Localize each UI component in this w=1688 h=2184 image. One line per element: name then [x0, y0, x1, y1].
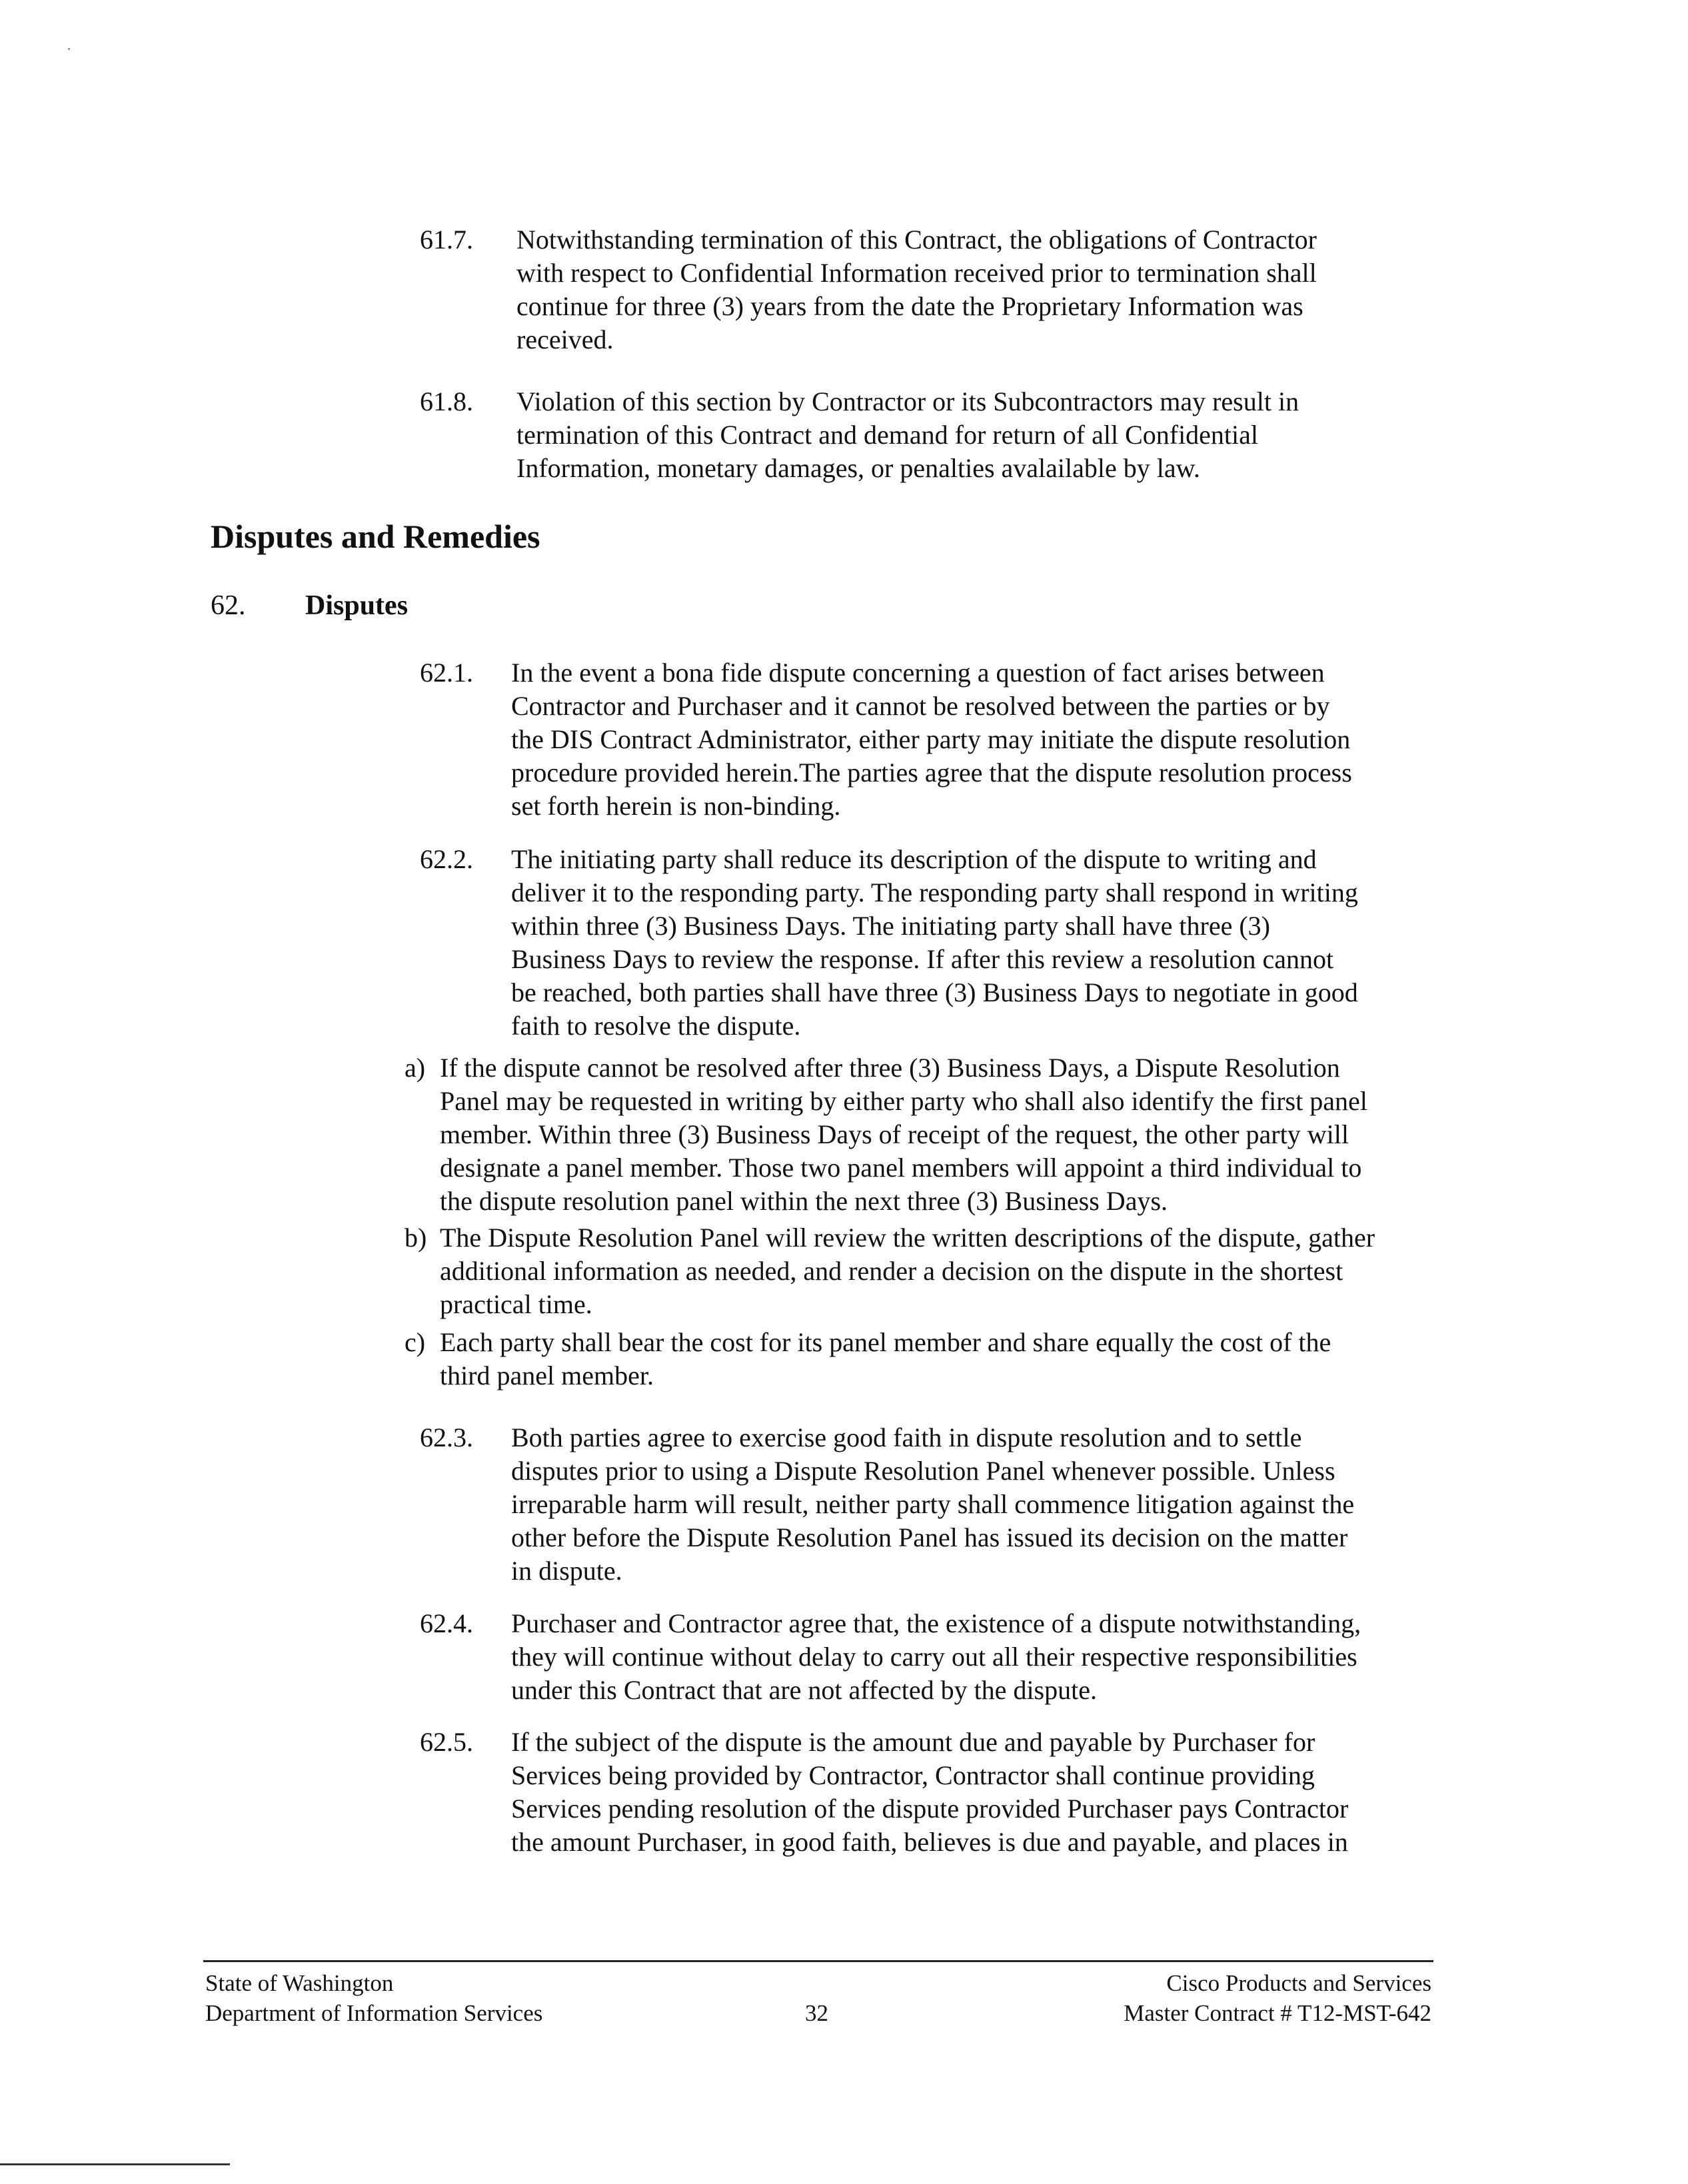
clause-text	[511, 1421, 1354, 1588]
text-line: Panel may be requested in writing by either party who shall also identify the first panel	[440, 1086, 1367, 1116]
clause-heading-number: 62.	[211, 590, 246, 621]
bottom-edge-mark	[0, 2163, 230, 2165]
clause-number: 62.2.	[420, 844, 473, 874]
text-line: under this Contract that are not affected by the dispute.	[511, 1675, 1097, 1705]
text-line: be reached, both parties shall have three (3) Business Days to negotiate in good	[511, 977, 1358, 1007]
text-line: Business Days to review the response. If after this review a resolution cannot	[511, 944, 1334, 974]
footer-left-line-2: Department of Information Services	[205, 2000, 543, 2026]
text-line: designate a panel member. Those two panel members will appoint a third individual to	[440, 1153, 1362, 1183]
footer-rule	[203, 1960, 1433, 1962]
clause-text	[516, 385, 1299, 485]
clause-text	[511, 656, 1352, 823]
text-line: the dispute resolution panel within the next three (3) Business Days.	[440, 1186, 1168, 1216]
text-line: Services pending resolution of the dispute provided Purchaser pays Contractor	[511, 1794, 1349, 1824]
text-line: in dispute.	[511, 1556, 622, 1586]
text-line: faith to resolve the dispute.	[511, 1011, 801, 1041]
text-line: they will continue without delay to carry out all their respective responsibilities	[511, 1642, 1357, 1672]
sub-item-marker: b)	[405, 1223, 427, 1253]
text-line: disputes prior to using a Dispute Resolution Panel whenever possible. Unless	[511, 1456, 1335, 1486]
text-line: third panel member.	[440, 1361, 654, 1390]
text-line: Notwithstanding termination of this Contract, the obligations of Contractor	[516, 225, 1317, 255]
text-line: continue for three (3) years from the date the Proprietary Information was	[516, 291, 1303, 321]
text-line: Purchaser and Contractor agree that, the existence of a dispute notwithstanding,	[511, 1608, 1361, 1638]
clause-number: 61.7.	[420, 225, 473, 255]
text-line: deliver it to the responding party. The responding party shall respond in writing	[511, 877, 1358, 907]
clause-number: 62.3.	[420, 1422, 473, 1452]
clause-number: 62.4.	[420, 1608, 473, 1638]
text-line: termination of this Contract and demand for return of all Confidential	[516, 420, 1259, 450]
text-line: If the subject of the dispute is the amount due and payable by Purchaser for	[511, 1727, 1315, 1757]
text-line: In the event a bona fide dispute concerning a question of fact arises between	[511, 658, 1325, 688]
clause-text	[511, 1726, 1348, 1859]
sub-item-text	[440, 1221, 1375, 1321]
text-line: Violation of this section by Contractor or its Subcontractors may result in	[516, 386, 1299, 416]
clause-number: 62.5.	[420, 1727, 473, 1757]
text-line: If the dispute cannot be resolved after three (3) Business Days, a Dispute Resolution	[440, 1053, 1340, 1083]
text-line: received.	[516, 324, 614, 354]
footer-right-line-1: Cisco Products and Services	[1166, 1970, 1431, 1996]
text-line: Contractor and Purchaser and it cannot be resolved between the parties or by	[511, 691, 1330, 721]
sub-item-marker: a)	[405, 1053, 426, 1083]
text-line: Information, monetary damages, or penalties avalailable by law.	[516, 453, 1200, 483]
text-line: with respect to Confidential Information received prior to termination shall	[516, 258, 1317, 288]
clause-text	[511, 843, 1358, 1043]
clause-number: 62.1.	[420, 658, 473, 688]
section-heading: Disputes and Remedies	[211, 518, 540, 555]
text-line: other before the Dispute Resolution Panel has issued its decision on the matter	[511, 1522, 1348, 1552]
clause-heading-title: Disputes	[305, 590, 409, 621]
text-line: practical time.	[440, 1289, 592, 1319]
text-line: procedure provided herein.The parties agree that the dispute resolution process	[511, 758, 1352, 788]
footer-left-line-1: State of Washington	[205, 1970, 394, 1996]
text-line: set forth herein is non-binding.	[511, 791, 841, 821]
text-line: The initiating party shall reduce its description of the dispute to writing and	[511, 844, 1317, 874]
footer-page-number: 32	[805, 2000, 828, 2026]
text-line: Each party shall bear the cost for its panel member and share equally the cost of the	[440, 1327, 1331, 1357]
text-line: member. Within three (3) Business Days of receipt of the request, the other party will	[440, 1119, 1349, 1149]
footer-right-line-2: Master Contract # T12-MST-642	[1124, 2000, 1431, 2026]
sub-item-marker: c)	[405, 1327, 426, 1357]
clause-text	[511, 1607, 1361, 1707]
text-line: Services being provided by Contractor, Contractor shall continue providing	[511, 1760, 1315, 1790]
clause-number: 61.8.	[420, 386, 473, 416]
text-line: The Dispute Resolution Panel will review the written descriptions of the dispute, gather	[440, 1223, 1375, 1253]
text-line: additional information as needed, and render a decision on the dispute in the shortest	[440, 1256, 1343, 1286]
text-line: irreparable harm will result, neither party shall commence litigation against the	[511, 1489, 1355, 1519]
text-line: the amount Purchaser, in good faith, believes is due and payable, and places in	[511, 1827, 1348, 1857]
sub-item-text	[440, 1326, 1331, 1392]
text-line: within three (3) Business Days. The initiating party shall have three (3)	[511, 911, 1270, 941]
text-line: the DIS Contract Administrator, either party may initiate the dispute resolution	[511, 724, 1351, 754]
scan-speck	[68, 48, 70, 50]
text-line: Both parties agree to exercise good faith in dispute resolution and to settle	[511, 1422, 1302, 1452]
sub-item-text	[440, 1051, 1367, 1218]
clause-text	[516, 223, 1317, 356]
